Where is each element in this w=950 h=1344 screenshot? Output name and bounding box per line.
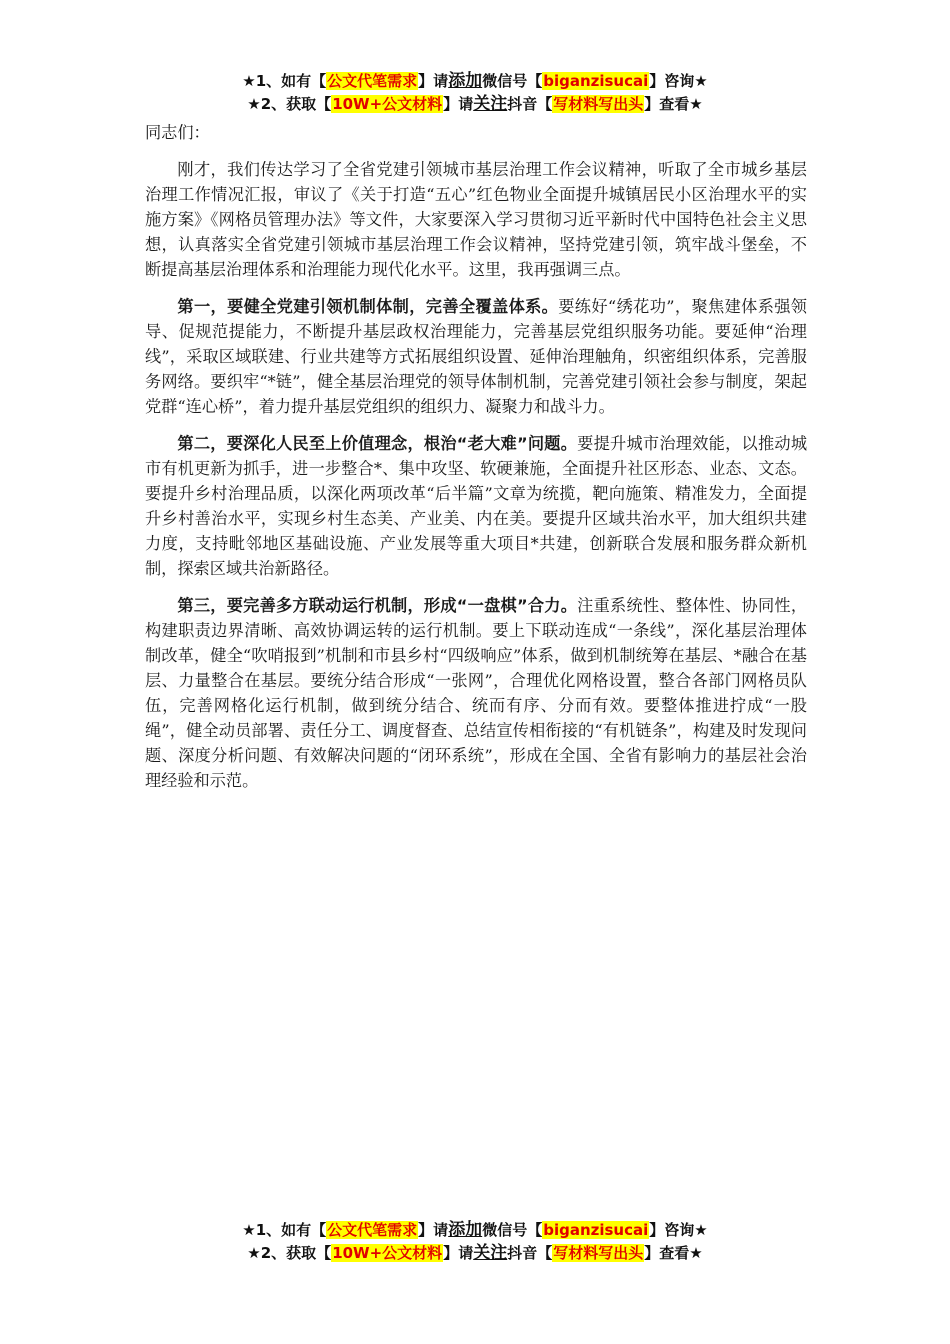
banner-emphasis: 关注 — [473, 1243, 508, 1263]
banner-text: ★1、如有【 — [242, 72, 327, 90]
point-paragraph-3 — [145, 593, 807, 793]
intro-paragraph: 刚才，我们传达学习了全省党建引领城市基层治理工作会议精神，听取了全市城乡基层治理工作情况汇报，审议了《关于打造“五心”红色物业全面提升城镇居民小区治理水平的实施方案》《网格员管理办法》等文件，大家要深入学习贯彻习近平新时代中国特色社会主义思想，认真落实全省党建引领城市基层治理工作会议精神，坚持党建引领，筑牢战斗堡垒，不断提高基层治理体系和治理能力现代化水平。这里，我再强调三点。 — [145, 160, 807, 279]
banner-line-1 — [0, 70, 950, 93]
footer-banner — [0, 1219, 950, 1265]
banner-line-2 — [0, 93, 950, 116]
banner-text: 抖音【 — [507, 95, 553, 113]
banner-text: ★2、获取【 — [247, 95, 332, 113]
banner-emphasis: 关注 — [473, 94, 508, 114]
banner-text: 】请 — [443, 1244, 474, 1262]
banner-emphasis: 添加 — [448, 1220, 483, 1240]
banner-line-2 — [0, 1242, 950, 1265]
banner-text: 】请 — [443, 95, 474, 113]
point-body: 要练好“绣花功”，聚焦建体系强领导、促规范提能力，不断提升基层政权治理能力，完善基层党组织服务功能。要延伸“治理线”，采取区域联建、行业共建等方式拓展组织设置、延伸治理触角，织密组织体系，完善服务网络。要织牢“*链”，健全基层治理党的领导体制机制，完善党建引领社会参与制度，架起党群“连心桥”，着力提升基层党组织的组织力、凝聚力和战斗力。 — [145, 297, 807, 416]
banner-text: 】请 — [418, 1221, 449, 1239]
point-body: 要提升城市治理效能，以推动城市有机更新为抓手，进一步整合*、集中攻坚、软硬兼施，全面提升社区形态、业态、文态。要提升乡村治理品质，以深化两项改革“后半篇”文章为统揽，靶向施策、精准发力，全面提升乡村善治水平，实现乡村生态美、产业美、内在美。要提升区域共治水平，加大组织共建力度，支持毗邻地区基础设施、产业发展等重大项目*共建，创新联合发展和服务群众新机制，探索区域共治新路径。 — [145, 434, 808, 578]
banner-text: ★1、如有【 — [242, 1221, 327, 1239]
banner-text: 】请 — [418, 72, 449, 90]
banner-line-1 — [0, 1219, 950, 1242]
banner-highlight: 公文代笔需求 — [327, 72, 418, 90]
banner-text: 微信号【 — [482, 1221, 543, 1239]
banner-text: 微信号【 — [482, 72, 543, 90]
banner-text: 】咨询★ — [649, 1221, 708, 1239]
banner-highlight: 10W+公文材料 — [332, 95, 443, 113]
banner-wechat-id: biganzisucai — [543, 72, 649, 90]
point-heading: 第二，要深化人民至上价值理念，根治“老大难”问题。 — [177, 434, 578, 453]
banner-emphasis: 添加 — [448, 71, 483, 91]
point-paragraph-2 — [145, 431, 807, 581]
banner-text: 】查看★ — [644, 1244, 703, 1262]
salutation: 同志们： — [145, 123, 210, 142]
document-body — [145, 120, 807, 805]
point-paragraph-1 — [145, 294, 807, 419]
banner-wechat-id: biganzisucai — [543, 1221, 649, 1239]
header-banner — [0, 70, 950, 116]
banner-text: ★2、获取【 — [247, 1244, 332, 1262]
point-body: 注重系统性、整体性、协同性，构建职责边界清晰、高效协调运转的运行机制。要上下联动连成“一条线”，深化基层治理体制改革，健全“吹哨报到”机制和市县乡村“四级响应”体系，做到机制统筹在基层、*融合在基层、力量整合在基层。要统分结合形成“一张网”，合理优化网格设置，整合各部门网格员队伍，完善网格化运行机制，做到统分结合、统而有序、分而有效。要整体推进拧成“一股绳”，健全动员部署、责任分工、调度督查、总结宣传相衔接的“有机链条”，构建及时发现问题、深度分析问题、有效解决问题的“闭环系统”，形成在全国、全省有影响力的基层社会治理经验和示范。 — [145, 596, 808, 790]
banner-highlight: 10W+公文材料 — [332, 1244, 443, 1262]
banner-douyin-id: 写材料写出头 — [553, 95, 644, 113]
point-heading: 第三，要完善多方联动运行机制，形成“一盘棋”合力。 — [177, 596, 578, 615]
banner-highlight: 公文代笔需求 — [327, 1221, 418, 1239]
banner-text: 】查看★ — [644, 95, 703, 113]
banner-text: 抖音【 — [507, 1244, 553, 1262]
banner-text: 】咨询★ — [649, 72, 708, 90]
banner-douyin-id: 写材料写出头 — [553, 1244, 644, 1262]
point-heading: 第一，要健全党建引领机制体制，完善全覆盖体系。 — [177, 297, 559, 316]
